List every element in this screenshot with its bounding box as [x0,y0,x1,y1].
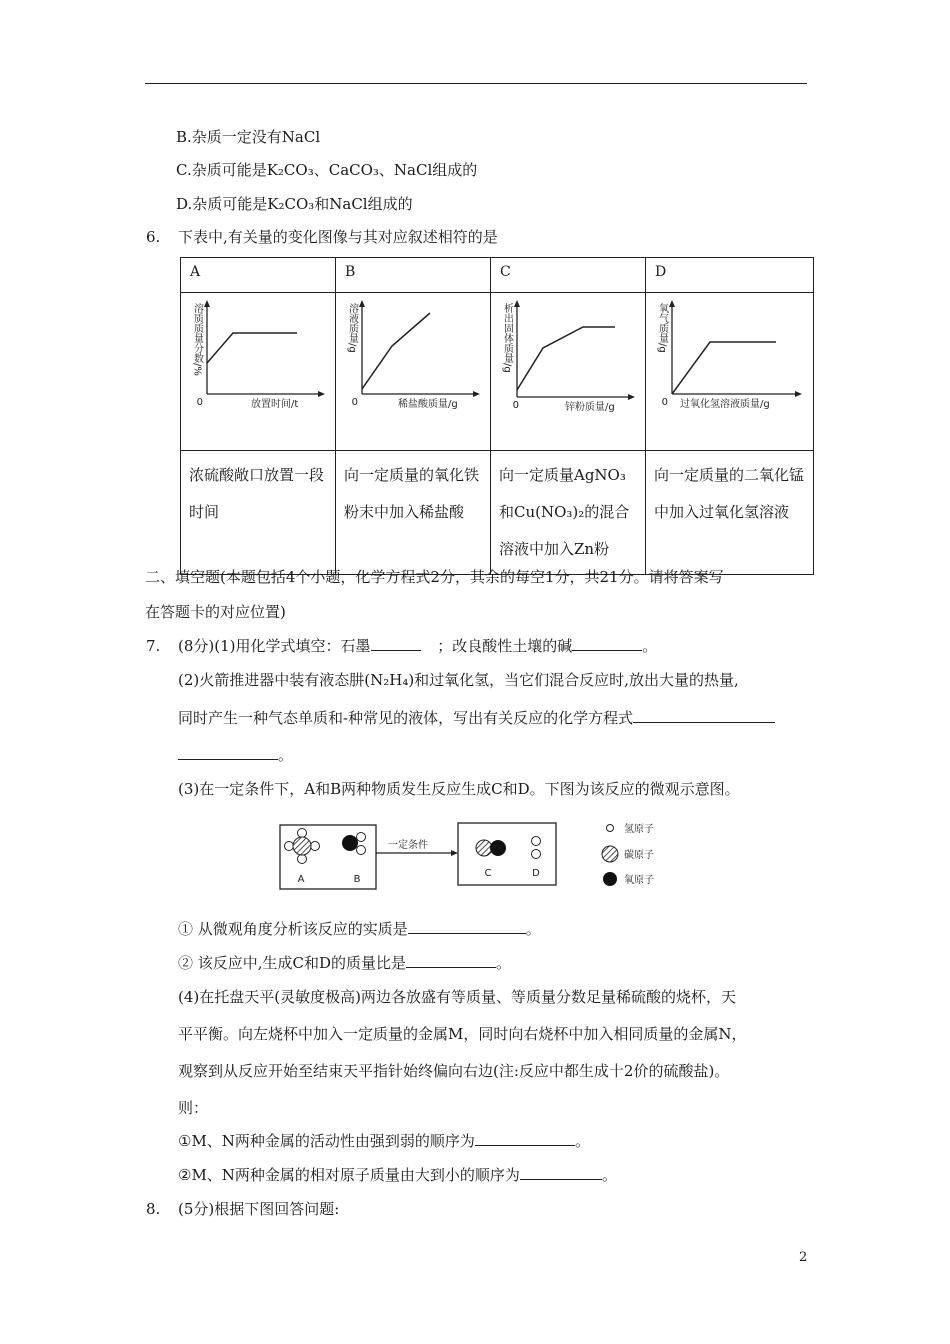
q7-part2-line3: 。 [178,745,293,765]
section2-heading-line2: 在答题卡的对应位置) [145,603,286,621]
label-d: D [532,868,540,879]
label-c: C [484,868,492,879]
molecule-a [285,829,320,864]
graph-b-xlabel: 稀盐酸质量/g [398,399,458,410]
q8-number: 8. [146,1200,161,1218]
label-b: B [353,874,361,885]
graph-a-xlabel: 放置时间/t [251,399,299,410]
q7-part1: (8分)(1)用化学式填空：石墨 ；改良酸性土壤的碱 。 [178,637,658,655]
graph-c-xlabel: 锌粉质量/g [565,402,615,413]
answer-blank-activity-order[interactable] [475,1131,575,1146]
legend [602,822,654,886]
answer-blank-mass-order[interactable] [520,1165,602,1180]
q6-col-b-header: B [336,258,491,293]
header-rule [145,83,807,84]
legend-hydrogen: 氢原子 [624,824,654,835]
q7-part3-sub1: ① 从微观角度分析该反应的实质是 。 [178,920,541,938]
q8-text: (5分)根据下图回答问题: [178,1200,340,1218]
graph-d [646,293,814,451]
option-c: C.杂质可能是K₂CO₃、CaCO₃、NaCl组成的 [176,161,478,179]
legend-oxygen: 氧原子 [624,875,654,886]
q7-part4-sub2: ②M、N两种金属的相对原子质量由大到小的顺序为 。 [178,1166,617,1184]
q7-part4-line1: (4)在托盘天平(灵敏度极高)两边各放盛有等质量、等质量分数足量稀硫酸的烧杯，天 [178,988,736,1006]
graph-a [181,293,336,451]
molecule-c [476,840,506,856]
answer-blank-mass-ratio[interactable] [406,953,496,968]
legend-carbon: 碳原子 [624,850,654,861]
reaction-condition: 一定条件 [388,840,428,851]
q6-text: 下表中,有关量的变化图像与其对应叙述相符的是 [178,228,498,246]
graph-c [491,293,646,451]
answer-blank-base[interactable] [572,636,642,651]
q6-col-a-header: A [181,258,336,293]
page-number: 2 [799,1250,808,1265]
graph-a-ylabel: 溶质质量分数/% [191,303,203,376]
q6-number: 6. [146,228,161,246]
section2-heading-line1: 二、填空题(本题包括4个小题，化学方程式2分，其余的每空1分，共21分。请将答案写 [145,568,724,586]
q6-table [180,257,814,575]
option-b: B.杂质一定没有NaCl [176,128,321,146]
q7-part4-sub1: ①M、N两种金属的活动性由强到弱的顺序为 。 [178,1132,590,1150]
graph-c-ylabel: 析出固体质量/g [501,303,513,373]
graph-b-origin: 0 [351,397,358,408]
q6-col-d-desc: 向一定质量的二氧化锰中加入过氧化氢溶液 [646,451,814,575]
reaction-diagram [270,817,690,897]
graph-d-xlabel: 过氧化氢溶液质量/g [680,399,770,410]
q6-col-c-header: C [491,258,646,293]
q7-part2-line1: (2)火箭推进器中装有液态肼(N₂H₄)和过氧化氢，当它们混合反应时,放出大量的热量, [178,671,739,689]
q6-col-b-desc: 向一定质量的氧化铁粉末中加入稀盐酸 [336,451,491,575]
q7-part2-line2: 同时产生一种气态单质和-种常见的液体，写出有关反应的化学方程式 [178,708,775,728]
q7-part4-line3: 观察到从反应开始至结束天平指针始终偏向右边(注:反应中都生成十2价的硫酸盐)。 [178,1062,730,1080]
option-d: D.杂质可能是K₂CO₃和NaCl组成的 [176,195,413,213]
q7-part4-line4: 则： [178,1099,209,1117]
graph-a-origin: 0 [196,397,203,408]
q6-col-c-desc: 向一定质量AgNO₃和Cu(NO₃)₂的混合溶液中加入Zn粉 [491,451,646,575]
q7-part3: (3)在一定条件下，A和B两种物质发生反应生成C和D。下图为该反应的微观示意图。 [178,780,740,798]
graph-d-origin: 0 [661,397,668,408]
graph-b-ylabel: 溶液质量/g [346,303,358,353]
q7-part3-sub2: ② 该反应中,生成C和D的质量比是 。 [178,954,512,972]
q6-col-a-desc: 浓硫酸敞口放置一段时间 [181,451,336,575]
q7-number: 7. [146,637,161,655]
answer-blank-equation[interactable] [633,708,775,723]
molecule-b [342,833,366,855]
answer-blank-essence[interactable] [408,919,526,934]
answer-blank-graphite[interactable] [371,636,421,651]
graph-b [336,293,491,451]
q6-col-d-header: D [646,258,814,293]
label-a: A [297,874,305,885]
graph-c-origin: 0 [512,400,519,411]
molecule-d [532,837,541,859]
graph-d-ylabel: 氧气质量/g [656,303,668,353]
answer-blank-equation-cont[interactable] [178,745,278,760]
q7-part4-line2: 平平衡。向左烧杯中加入一定质量的金属M，同时向右烧杯中加入相同质量的金属N， [178,1025,747,1043]
